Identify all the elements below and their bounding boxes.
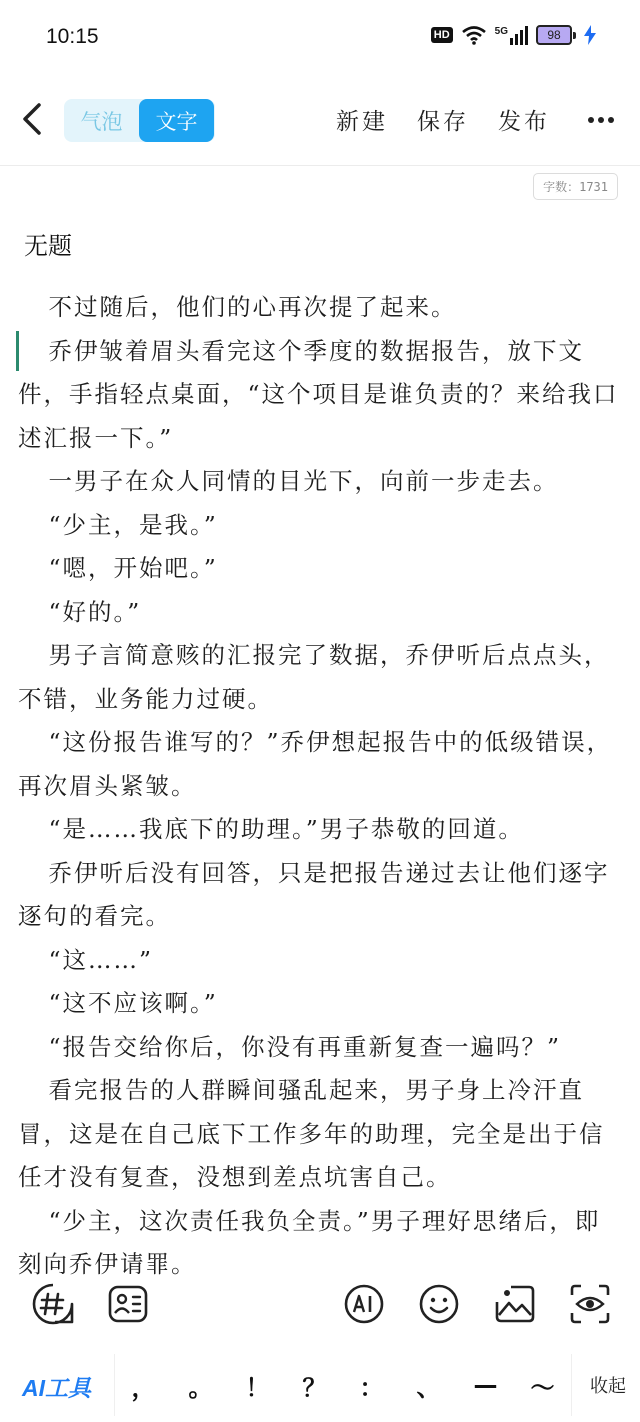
paragraph: 乔伊皱着眉头看完这个季度的数据报告，放下文件，手指轻点桌面，“这个项目是谁负责的？来给我口述汇报一下。” [18, 336, 619, 452]
word-count-badge: 字数：1731 [533, 173, 618, 200]
editor-toolbar [0, 75, 640, 166]
network-label: 5G [494, 25, 508, 37]
paragraph: 不过随后，他们的心再次提了起来。 [48, 293, 457, 321]
punct-question-key[interactable]: ？ [302, 1373, 327, 1402]
ai-tools-button[interactable]: AI工具 [22, 1375, 91, 1401]
publish-button[interactable]: 发布 [498, 109, 550, 135]
battery-level: 98 [536, 25, 572, 45]
paragraph: “嗯，开始吧。” [48, 554, 218, 582]
insert-toolbar [0, 1270, 640, 1340]
status-time: 10:15 [46, 25, 99, 48]
status-icons [431, 25, 596, 45]
collapse-button[interactable]: 收起 [590, 1376, 626, 1397]
punctuation-bar [0, 1354, 640, 1416]
wifi-icon [461, 25, 487, 45]
punct-enum-comma-key[interactable]: 、 [416, 1373, 441, 1402]
status-bar [0, 0, 640, 75]
punct-colon-key[interactable]: ： [359, 1373, 384, 1402]
punct-tilde-key[interactable]: ～ [530, 1373, 555, 1402]
paragraph: “报告交给你后，你没有再重新复查一遍吗？” [48, 1032, 562, 1061]
paragraph: “少主，是我。” [48, 510, 218, 539]
hashtag-icon[interactable] [31, 1282, 75, 1326]
paragraph: “是……我底下的助理。”男子恭敬的回道。 [48, 815, 524, 843]
tab-text[interactable]: 文字 [139, 99, 214, 142]
document-title[interactable]: 无题 [24, 232, 72, 260]
new-button[interactable]: 新建 [336, 109, 388, 135]
battery-icon [536, 25, 576, 45]
paragraph: “这份报告谁写的？”乔伊想起报告中的低级错误，再次眉头紧皱。 [18, 728, 613, 800]
mode-switch [64, 99, 215, 142]
save-button[interactable]: 保存 [417, 109, 469, 135]
contact-card-icon[interactable] [106, 1282, 150, 1326]
paragraph: “少主，这次责任我负全责。”男子理好思绪后，即刻向乔伊请罪。 [18, 1206, 601, 1278]
paragraph: 男子言简意赅的汇报完了数据，乔伊听后点点头，不错，业务能力过硬。 [18, 641, 610, 713]
paragraph: “好的。” [48, 597, 142, 626]
hd-badge: HD [431, 27, 453, 43]
paragraph: “这……” [48, 945, 154, 974]
more-icon[interactable] [586, 105, 616, 135]
punct-exclamation-key[interactable]: ！ [245, 1373, 270, 1402]
editor-body[interactable] [18, 286, 620, 1278]
punct-dash-key[interactable]: — [473, 1371, 498, 1399]
charging-icon [584, 25, 596, 45]
tab-bubble[interactable]: 气泡 [80, 109, 123, 134]
paragraph: 乔伊听后没有回答，只是把报告递过去让他们逐字逐句的看完。 [18, 858, 610, 930]
emoji-icon[interactable] [417, 1282, 461, 1326]
image-icon[interactable] [493, 1282, 537, 1326]
punct-period-key[interactable]: 。 [188, 1373, 213, 1402]
punct-comma-key[interactable]: ， [131, 1373, 156, 1402]
paragraph: “这不应该啊。” [48, 989, 218, 1017]
paragraph: 看完报告的人群瞬间骚乱起来，男子身上冷汗直冒，这是在自己底下工作多年的助理，完全是出于信任才没有复查，没想到差点坑害自己。 [18, 1076, 605, 1191]
punctuation-row [114, 1354, 572, 1416]
ai-icon[interactable] [342, 1282, 386, 1326]
eye-scan-icon[interactable] [568, 1282, 612, 1326]
back-icon[interactable] [18, 99, 48, 139]
signal-icon [495, 26, 528, 45]
paragraph: 一男子在众人同情的目光下，向前一步走去。 [48, 467, 559, 495]
toolbar-actions [336, 103, 550, 136]
